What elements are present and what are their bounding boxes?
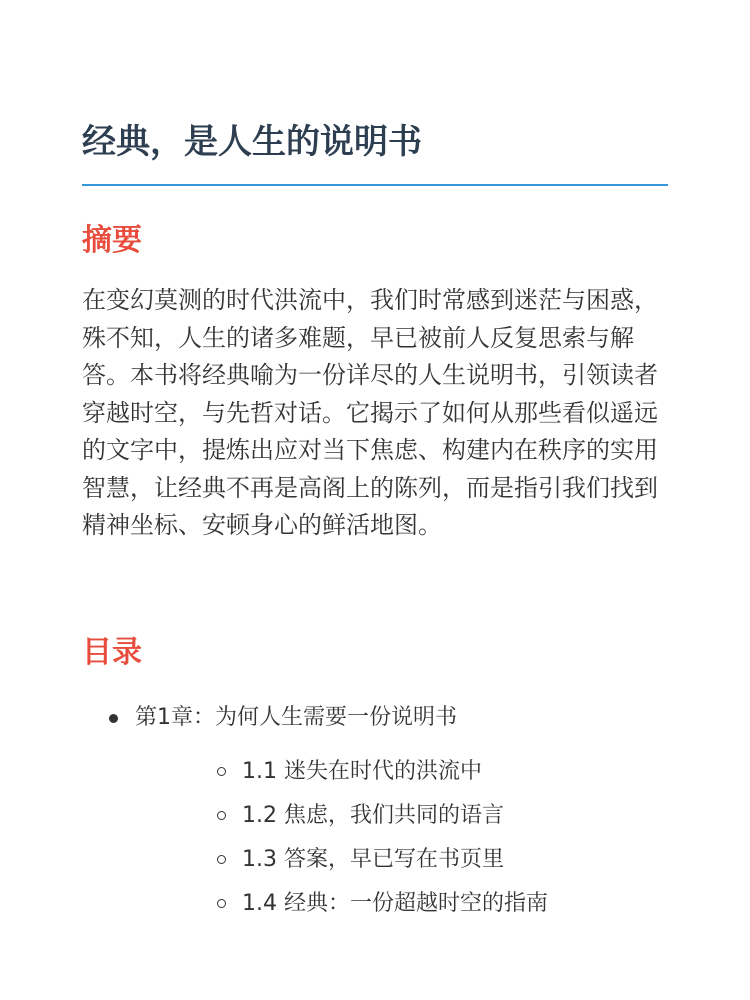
toc-chapter-1 <box>82 698 668 926</box>
toc-section-1-4 <box>135 882 668 926</box>
toc-chapter-label: 第1章：为何人生需要一份说明书 <box>135 705 457 730</box>
toc-section-label: 1.3 答案，早已写在书页里 <box>242 847 504 872</box>
bullet-circle-icon <box>217 899 226 908</box>
bullet-circle-icon <box>217 767 226 776</box>
toc-section-1-2 <box>135 794 668 838</box>
toc-heading: 目录 <box>82 635 142 670</box>
toc-section-1-3 <box>135 838 668 882</box>
page-title: 经典，是人生的说明书 <box>82 122 422 162</box>
title-divider <box>82 184 668 186</box>
abstract-heading: 摘要 <box>82 223 142 258</box>
table-of-contents <box>82 698 668 926</box>
bullet-circle-icon <box>217 811 226 820</box>
toc-chapter-1-sections <box>135 750 668 926</box>
bullet-disc-icon <box>109 714 118 723</box>
toc-section-label: 1.4 经典：一份超越时空的指南 <box>242 891 548 916</box>
toc-section-label: 1.1 迷失在时代的洪流中 <box>242 759 482 784</box>
toc-section-1-1 <box>135 750 668 794</box>
toc-section-label: 1.2 焦虑，我们共同的语言 <box>242 803 504 828</box>
bullet-circle-icon <box>217 855 226 864</box>
abstract-paragraph: 在变幻莫测的时代洪流中，我们时常感到迷茫与困惑，殊不知，人生的诸多难题，早已被前人反复思索与解答。本书将经典喻为一份详尽的人生说明书，引领读者穿越时空，与先哲对话。它揭示了如何从那些看似遥远的文字中，提炼出应对当下焦虑、构建内在秩序的实用智慧，让经典不再是高阁上的陈列，而是指引我们找到精神坐标、安顿身心的鲜活地图。 <box>82 286 658 539</box>
